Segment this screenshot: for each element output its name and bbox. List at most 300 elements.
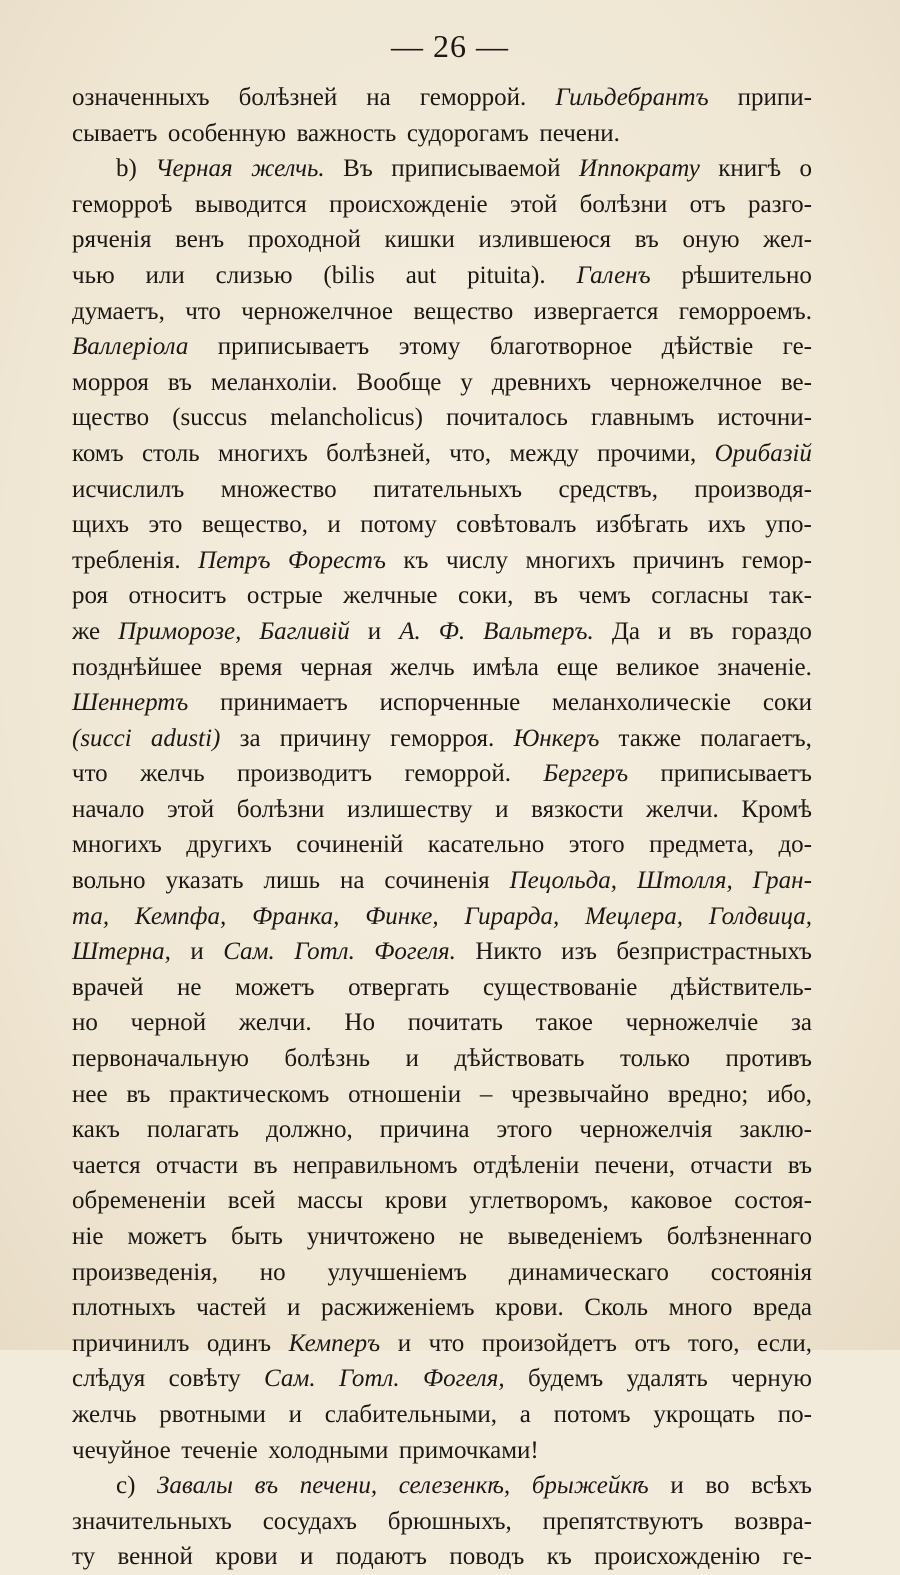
word: желчи.	[646, 795, 719, 823]
word: всѣхъ	[751, 1472, 812, 1500]
italic-word: Петръ	[198, 546, 271, 574]
word: состоянія	[710, 1258, 812, 1286]
word: болѣзнь	[284, 1045, 371, 1073]
word: противъ	[725, 1045, 812, 1073]
word: средствъ,	[558, 475, 658, 503]
word: Вообще	[356, 368, 442, 396]
word: во	[705, 1472, 730, 1500]
text-line	[72, 1041, 812, 1077]
word: другихъ	[186, 831, 272, 859]
word: на	[366, 84, 391, 111]
word: ве-	[780, 368, 812, 396]
italic-word: Ф.	[438, 617, 466, 645]
text-line	[72, 116, 812, 152]
word: того,	[688, 1329, 740, 1357]
word: значительныхъ	[72, 1507, 232, 1535]
word: крови.	[495, 1294, 564, 1322]
text-line	[72, 222, 812, 258]
word: о	[799, 155, 812, 183]
italic-word: Шеннертъ	[72, 689, 189, 717]
word: причину	[279, 724, 371, 752]
word: c)	[116, 1472, 136, 1500]
word: желчь	[390, 653, 455, 681]
word: совѣтовалъ	[456, 511, 577, 539]
word: желчь	[72, 1400, 137, 1428]
word: каковое	[630, 1187, 713, 1215]
word: холодными	[268, 1436, 389, 1464]
word: отъ	[689, 190, 726, 218]
word: и	[190, 938, 204, 966]
text-line	[72, 1433, 812, 1469]
word: исчислилъ	[72, 475, 185, 503]
word: важность	[296, 119, 397, 147]
word: начало	[72, 795, 145, 823]
word: нее	[72, 1080, 108, 1108]
word: этой	[166, 795, 215, 823]
text-line	[72, 1219, 812, 1255]
word: соки	[762, 689, 812, 717]
word: выведеніемъ	[507, 1223, 643, 1250]
word: потомъ	[553, 1400, 631, 1428]
word: почитать	[407, 1009, 503, 1037]
text-line	[72, 1504, 812, 1540]
word: причина	[379, 1116, 470, 1144]
word: слабительными,	[324, 1400, 498, 1428]
word: не	[176, 973, 202, 1001]
text-line	[72, 1077, 812, 1113]
word: жел-	[763, 226, 812, 254]
word: многихъ	[72, 831, 162, 859]
word: въ	[253, 1151, 278, 1179]
word: и	[670, 1472, 684, 1500]
word: массы	[297, 1187, 363, 1215]
text-line	[72, 863, 812, 899]
word: слизью	[215, 261, 293, 289]
word: упо-	[765, 511, 812, 539]
text-line	[72, 899, 812, 935]
word: можетъ	[234, 973, 315, 1001]
word: прочими,	[597, 439, 697, 467]
word: должно,	[266, 1116, 353, 1144]
word: подаютъ	[335, 1543, 427, 1571]
word: черножелчія	[579, 1116, 713, 1144]
page-number: — 26 —	[391, 28, 509, 64]
italic-word: Иппократу	[579, 155, 700, 183]
word: обремененіи	[72, 1187, 206, 1215]
word: требленія.	[72, 546, 181, 574]
word: геморрой.	[404, 760, 511, 788]
word: что,	[449, 439, 492, 467]
word: расжиженіемъ	[321, 1294, 475, 1322]
word: желчи.	[238, 1009, 312, 1037]
text-line	[72, 1148, 812, 1184]
word: (succus	[172, 404, 248, 432]
text-line	[72, 1112, 812, 1148]
word: Никто	[475, 938, 542, 966]
word: къ	[403, 546, 429, 574]
word: –	[479, 1080, 493, 1108]
word: отчасти	[690, 1151, 773, 1179]
word: будемъ	[527, 1365, 604, 1393]
word: или	[145, 261, 185, 289]
word: великое	[615, 653, 700, 681]
word: быть	[231, 1223, 283, 1250]
word: ніе	[72, 1223, 104, 1250]
word: так-	[769, 582, 812, 610]
word: щихъ	[72, 511, 130, 539]
word: melancholicus)	[270, 404, 423, 432]
text-line	[72, 792, 812, 828]
word: чается	[72, 1151, 141, 1179]
word: многихъ	[525, 546, 616, 574]
text-line	[72, 1361, 812, 1397]
word: источни-	[717, 404, 812, 432]
word: древнихъ	[491, 368, 592, 396]
word: рѣшительно	[681, 261, 812, 289]
text-line	[72, 1539, 812, 1575]
italic-word: Мецлера,	[585, 902, 683, 930]
word: производя-	[694, 475, 812, 503]
word: болѣзни	[579, 190, 668, 218]
word: и	[397, 1329, 412, 1357]
word: ихъ	[707, 511, 746, 539]
word: болѣзней	[238, 84, 338, 111]
word: какъ	[72, 1116, 120, 1144]
word: проходной	[247, 226, 361, 254]
word: геморроѣ	[72, 190, 173, 218]
word: числу	[445, 546, 508, 574]
word: болѣзненнаго	[666, 1223, 812, 1250]
text-line	[72, 1183, 812, 1219]
word: испорченные	[379, 689, 521, 717]
word: существованіе	[482, 973, 638, 1001]
word: чью	[72, 261, 115, 289]
word: динамическаго	[508, 1258, 669, 1286]
italic-word: въ	[254, 1472, 279, 1500]
word: Въ	[343, 155, 373, 183]
word: что	[185, 297, 221, 325]
word: болѣзней,	[326, 439, 431, 467]
word: врачей	[72, 973, 144, 1001]
word: въ	[167, 368, 192, 396]
italic-word: Фогеля.	[374, 938, 456, 966]
word: въ	[634, 226, 659, 254]
word: уничтожено	[306, 1223, 436, 1250]
italic-word: Багливій	[259, 617, 350, 645]
word: печени.	[539, 119, 620, 147]
text-line	[72, 756, 812, 792]
word: происхожденію	[594, 1543, 761, 1571]
italic-word: А.	[399, 617, 421, 645]
word: меланхоліи.	[210, 368, 338, 396]
word: происхожденіе	[329, 190, 488, 218]
word: но	[72, 1009, 98, 1037]
word: гораздо	[731, 617, 812, 645]
word: вязкости	[531, 795, 624, 823]
word: b)	[116, 155, 137, 183]
text-line	[72, 294, 812, 330]
word: ту	[72, 1543, 96, 1571]
word: сочиненій	[296, 831, 404, 859]
word: избѣгать	[595, 511, 689, 539]
text-line	[72, 1290, 812, 1326]
word: это	[148, 511, 183, 539]
italic-word: Гран-	[752, 867, 812, 895]
italic-word: Завалы	[157, 1472, 233, 1500]
word: удалять	[626, 1365, 708, 1393]
word: вольно	[72, 867, 146, 895]
word: вредно;	[667, 1080, 749, 1108]
italic-word: Приморозе,	[118, 617, 242, 645]
word: крови	[215, 1543, 278, 1571]
italic-word: Финке,	[365, 902, 439, 930]
word: совѣту	[168, 1365, 241, 1393]
word: укрощать	[653, 1400, 756, 1428]
word: у	[460, 368, 473, 396]
italic-word: Вальтеръ.	[483, 617, 594, 645]
word: въ	[689, 617, 714, 645]
word: ибо,	[767, 1080, 812, 1108]
word: полагать	[146, 1116, 240, 1144]
word: препятствуютъ	[542, 1507, 704, 1535]
word: крови	[384, 1187, 448, 1215]
word: брюшныхъ,	[387, 1507, 512, 1535]
word: чечуйное	[72, 1436, 171, 1464]
word: меланхолическіе	[552, 689, 732, 717]
word: отдѣленіи	[472, 1151, 580, 1179]
word: этой	[510, 190, 558, 218]
word: плотныхъ	[72, 1294, 176, 1322]
word: слѣдуя	[72, 1365, 146, 1393]
word: излишеству	[346, 795, 473, 823]
word: причинъ	[632, 546, 725, 574]
word: къ	[546, 1543, 572, 1571]
word: отношеніи	[348, 1080, 462, 1108]
word: этого	[568, 831, 625, 859]
italic-word: Штолля,	[637, 867, 733, 895]
word: отъ	[634, 1329, 671, 1357]
italic-word: Сам.	[223, 938, 275, 966]
word: множество	[220, 475, 337, 503]
word: венной	[117, 1543, 193, 1571]
word: ге-	[782, 1543, 812, 1571]
italic-word: брыжейкѣ	[531, 1472, 649, 1500]
word: въ	[787, 1151, 812, 1179]
word: геморроемъ.	[678, 297, 812, 325]
word: согласны	[651, 582, 749, 610]
word: почиталось	[446, 404, 568, 432]
word: и	[367, 617, 382, 645]
word: столь	[141, 439, 200, 467]
word: полагаетъ,	[700, 724, 812, 752]
word: многихъ	[217, 439, 308, 467]
word: черную	[731, 1365, 812, 1393]
italic-word: та,	[72, 902, 110, 930]
word: что	[72, 760, 108, 788]
word: касательно	[427, 831, 545, 859]
word: и	[300, 1543, 314, 1571]
text-line	[72, 614, 812, 650]
italic-word: Кемпфа,	[134, 902, 227, 930]
word: роя	[72, 582, 109, 610]
word: улучшеніемъ	[327, 1258, 467, 1286]
word: приписываетъ	[660, 760, 812, 788]
text-line	[72, 258, 812, 294]
word: венъ	[175, 226, 225, 254]
italic-word: Юнкеръ	[513, 724, 600, 752]
word: еще	[556, 653, 599, 681]
word: дѣйствіе	[661, 333, 754, 361]
word: сываетъ	[72, 119, 158, 147]
word: выводится	[194, 190, 307, 218]
text-line	[72, 1326, 812, 1362]
word: печени,	[594, 1151, 676, 1179]
italic-word: Орибазій	[714, 439, 812, 467]
word: комъ	[72, 439, 124, 467]
word: первоначальную	[72, 1045, 249, 1073]
word: много	[668, 1294, 733, 1322]
italic-word: adusti)	[150, 724, 221, 752]
word: практическомъ	[169, 1080, 330, 1108]
word: (bilis	[323, 261, 375, 289]
word: указать	[165, 867, 244, 895]
word: оную	[682, 226, 740, 254]
text-line	[72, 151, 812, 187]
word: излившеюся	[478, 226, 612, 254]
word: думаетъ,	[72, 297, 165, 325]
italic-word: желчь.	[251, 155, 325, 183]
word: благотворное	[489, 333, 633, 361]
word: черная	[300, 653, 373, 681]
word: щество	[72, 404, 150, 432]
word: поводъ	[449, 1543, 525, 1571]
word: вещество	[413, 297, 514, 325]
italic-word: Готл.	[294, 938, 355, 966]
word: извергается	[533, 297, 659, 325]
word: отвергать	[348, 973, 450, 1001]
word: Кромѣ	[741, 795, 812, 823]
word: и	[287, 1294, 301, 1322]
word: питательныхъ	[373, 475, 523, 503]
word: ряченія	[72, 226, 152, 254]
word: на	[339, 867, 365, 895]
word: относитъ	[128, 582, 227, 610]
word: вещество,	[201, 511, 308, 539]
text-line	[72, 187, 812, 223]
word: но	[259, 1258, 286, 1286]
word: вреда	[753, 1294, 812, 1322]
italic-word: (succi	[72, 724, 132, 752]
word: желчные	[343, 582, 438, 610]
word: кишки	[384, 226, 455, 254]
word: приписываетъ	[217, 333, 370, 361]
word: значеніе.	[717, 653, 812, 681]
text-line	[72, 1397, 812, 1433]
italic-word: Черная	[155, 155, 233, 183]
italic-word: Гильдебрантъ	[555, 84, 709, 111]
word: въ	[533, 582, 558, 610]
word: особенную	[167, 119, 287, 147]
word: Сколь	[584, 1294, 648, 1322]
word: всей	[227, 1187, 276, 1215]
word: черножелчное	[241, 297, 393, 325]
italic-word: Сам.	[264, 1365, 316, 1393]
word: книгѣ	[718, 155, 782, 183]
text-line	[72, 1468, 812, 1504]
word: до-	[778, 831, 812, 859]
text-line	[72, 934, 812, 970]
word: морроя	[72, 368, 149, 396]
word: гемор-	[741, 546, 812, 574]
italic-word: Фогеля,	[422, 1365, 505, 1393]
word: судорогамъ	[406, 119, 529, 147]
word: же	[72, 617, 101, 645]
word: главнымъ	[590, 404, 695, 432]
word: такое	[535, 1009, 593, 1037]
italic-word: Бергеръ	[543, 760, 629, 788]
text-line	[72, 685, 812, 721]
word: ге-	[782, 333, 812, 361]
word: разго-	[748, 190, 812, 218]
word: и	[288, 1400, 302, 1428]
word: соки,	[458, 582, 514, 610]
word: также	[618, 724, 682, 752]
text-line	[72, 436, 812, 472]
word: за	[790, 1009, 812, 1037]
word: и	[405, 1045, 419, 1073]
word: геморрой.	[419, 84, 527, 111]
word: причинилъ	[72, 1329, 190, 1357]
word: если,	[757, 1329, 812, 1357]
italic-word: селезенкѣ,	[398, 1472, 511, 1500]
word: сочиненія	[384, 867, 490, 895]
body-text	[72, 80, 812, 1575]
text-line	[72, 472, 812, 508]
italic-word: Галенъ	[576, 261, 651, 289]
text-line	[72, 650, 812, 686]
word: припи-	[737, 84, 812, 111]
word: Да	[611, 617, 640, 645]
text-line	[72, 329, 812, 365]
word: безпристрастныхъ	[616, 938, 812, 966]
word: между	[509, 439, 579, 467]
word: можетъ	[127, 1223, 208, 1250]
word: изъ	[561, 938, 597, 966]
word: и	[658, 617, 672, 645]
text-line	[72, 80, 812, 116]
word: Но	[344, 1009, 375, 1037]
word: примочками!	[398, 1436, 539, 1464]
word: сосудахъ	[262, 1507, 357, 1535]
word: состоя-	[734, 1187, 812, 1215]
word: болѣзни	[236, 795, 325, 823]
italic-word: Гирарда,	[464, 902, 560, 930]
word: рвотными	[159, 1400, 266, 1428]
word: дѣйствовать	[454, 1045, 585, 1073]
word: частей	[196, 1294, 267, 1322]
word: а	[519, 1400, 531, 1428]
word: и	[327, 511, 341, 539]
italic-word: Голдвица,	[708, 902, 812, 930]
italic-word: Валлеріола	[72, 333, 189, 361]
word: острые	[246, 582, 323, 610]
word: произведенія,	[72, 1258, 218, 1286]
word: не	[459, 1223, 484, 1250]
word: въ	[126, 1080, 151, 1108]
word: за	[239, 724, 261, 752]
word: позднѣйшее	[72, 653, 202, 681]
word: означенныхъ	[72, 84, 210, 111]
